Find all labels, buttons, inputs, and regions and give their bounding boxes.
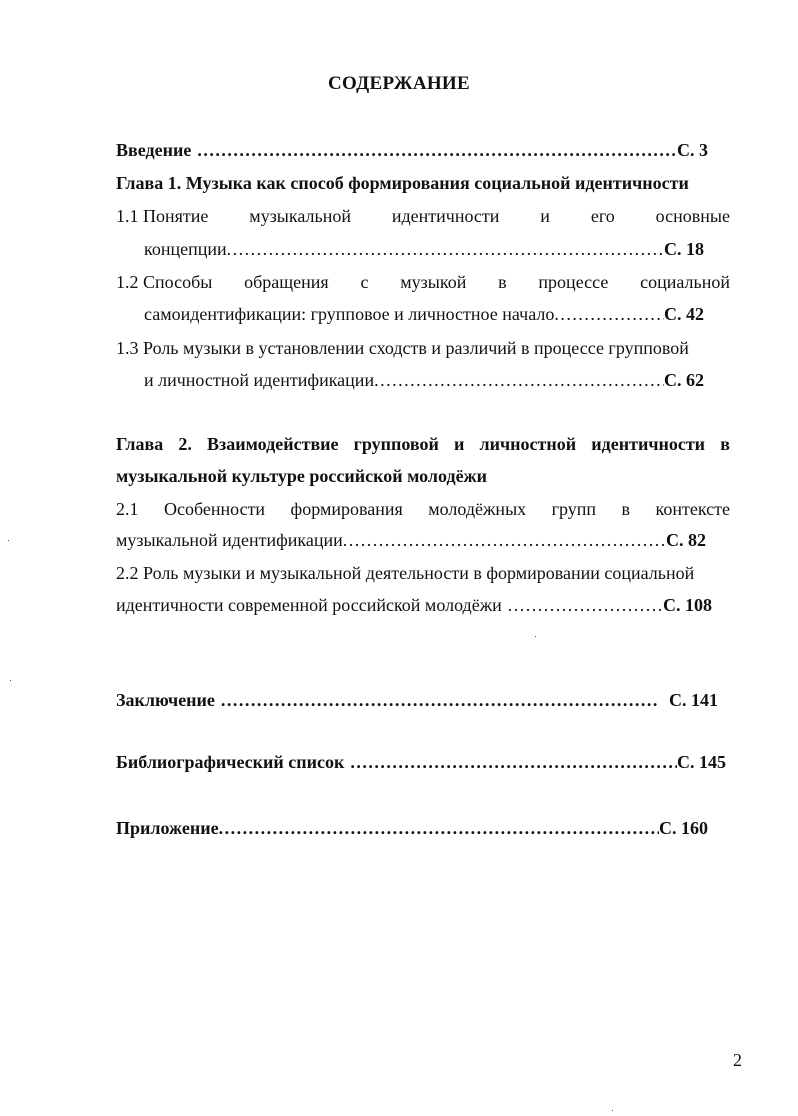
leader-dots (221, 686, 659, 714)
toc-page-ref: С. 141 (669, 690, 718, 710)
leader-dots (219, 814, 659, 842)
chapter-2-heading-line2: музыкальной культуре российской молодёжи (116, 466, 487, 486)
toc-label: Библиографический список (116, 752, 345, 772)
toc-entry-2-2-line1: 2.2 Роль музыки и музыкальной деятельности в формировании социальной (116, 563, 695, 583)
toc-entry-bibliography (116, 748, 726, 776)
toc-entry-conclusion (116, 686, 718, 714)
leader-dots (374, 366, 664, 394)
toc-entry-1-1-line2: концепции . . . С. 18 (116, 235, 704, 263)
chapter-1-heading: Глава 1. Музыка как способ формирования социальной идентичности (116, 173, 689, 193)
toc-page-ref: С. 42 (664, 304, 704, 324)
toc-label: Введение (116, 140, 192, 160)
scan-speck (8, 540, 9, 541)
toc-page-ref: С. 145 (677, 752, 726, 772)
toc-page-ref: С. 160 (659, 818, 708, 838)
toc-entry-1-3-line1: 1.3 Роль музыки в установлении сходств и различий в процессе групповой (116, 338, 689, 358)
toc-page-ref: С. 108 (663, 595, 712, 615)
toc-entry-2-1-line2: музыкальной идентификации . . . С. 82 (116, 526, 706, 554)
scan-speck (10, 680, 11, 681)
toc-entry-2-1-line1: 2.1 Особенности формирования молодёжных групп в контексте (116, 499, 730, 519)
leader-dots (343, 526, 666, 554)
chapter-2-heading-line1: Глава 2. Взаимодействие групповой и личностной идентичности в (116, 434, 730, 454)
toc-entry-2-2-line2: идентичности современной российской молодёжи . . . С. 108 (116, 591, 712, 619)
leader-dots (508, 591, 663, 619)
leader-dots (227, 235, 664, 263)
scan-speck (535, 636, 536, 637)
toc-label: Приложение (116, 818, 219, 838)
toc-page-ref: С. 3 (677, 140, 708, 160)
toc-entry-1-2-line1: 1.2 Способы обращения с музыкой в процессе социальной (116, 272, 730, 292)
toc-page-ref: С. 82 (666, 530, 706, 550)
toc-label: Заключение (116, 690, 215, 710)
page-title: СОДЕРЖАНИЕ (328, 73, 470, 94)
toc-page-ref: С. 18 (664, 239, 704, 259)
toc-entry-1-1-line1: 1.1 Понятие музыкальной идентичности и его основные (116, 206, 730, 226)
toc-entry-appendix (116, 814, 708, 842)
toc-page-ref: С. 62 (664, 370, 704, 390)
page-number: 2 (733, 1050, 742, 1070)
toc-entry-1-2-line2: самоидентификации: групповое и личностное начало . . . С. 42 (116, 300, 704, 328)
toc-entry-intro (116, 136, 730, 164)
scan-speck (612, 1110, 613, 1111)
leader-dots (350, 748, 677, 776)
toc-entry-1-3-line2: и личностной идентификации . . . С. 62 (116, 366, 704, 394)
leader-dots (197, 136, 677, 164)
leader-dots (554, 300, 664, 328)
